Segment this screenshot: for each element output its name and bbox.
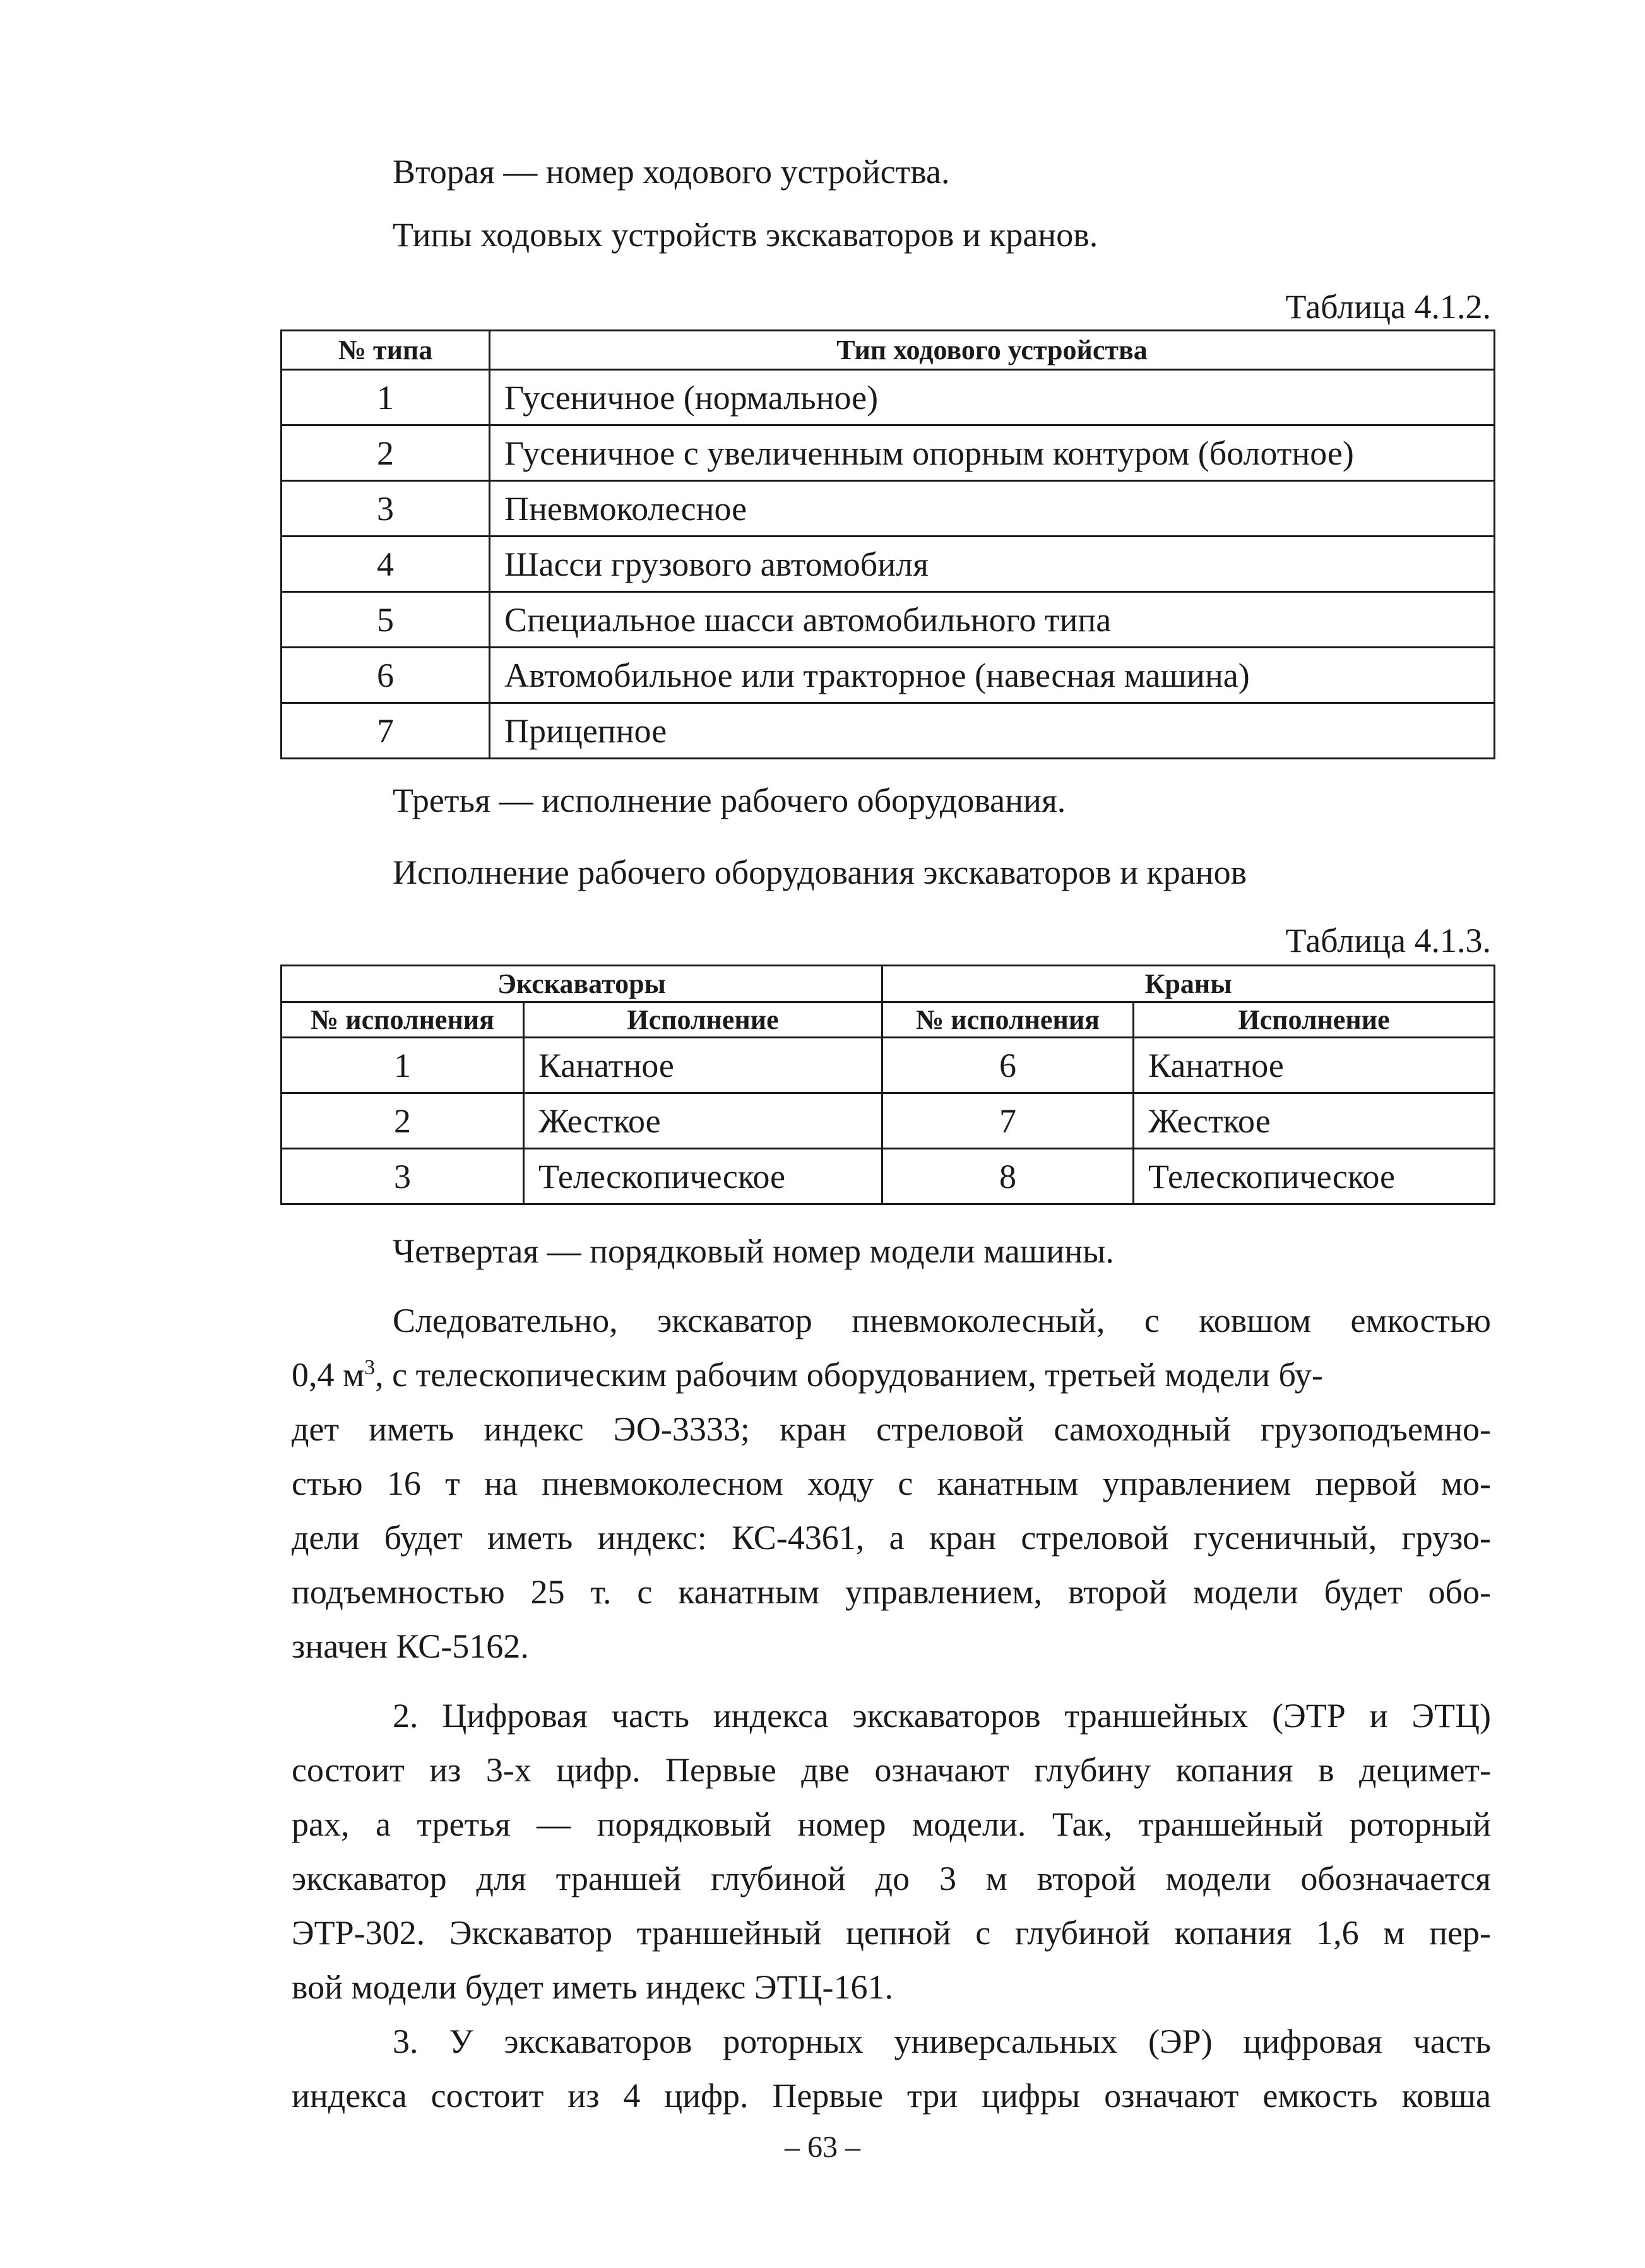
para3-line-2: индекса состоит из 4 цифр. Первые три цифры означают емкость ковша (292, 2077, 1491, 2115)
group-header-excavators: Экскаваторы (282, 966, 882, 1002)
table-row (282, 1038, 1495, 1093)
type-number: 4 (282, 537, 490, 592)
table-row (282, 703, 1495, 759)
para1-line-6: подъемностью 25 т. с канатным управлением, второй модели будет обо- (292, 1573, 1491, 1611)
para1-line-2 (292, 1355, 1323, 1395)
header-excavator-exec: Исполнение (524, 1002, 882, 1038)
table-header-row (282, 1002, 1495, 1038)
excavator-exec-number: 3 (282, 1149, 524, 1204)
para2-line-3: рах, а третья — порядковый номер модели. Так, траншейный роторный (292, 1805, 1491, 1843)
para2-line-5: ЭТР-302. Экскаватор траншейный цепной с глубиной копания 1,6 м пер- (292, 1914, 1491, 1952)
table-equipment-execution (280, 965, 1495, 1205)
header-type-number: № типа (282, 331, 490, 370)
para2-line-6: вой модели будет иметь индекс ЭТЦ-161. (292, 1968, 893, 2006)
line-fourth: Четвертая — порядковый номер модели машины. (393, 1232, 1114, 1270)
header-crane-exec: Исполнение (1134, 1002, 1495, 1038)
para1-line-1: Следовательно, экскаватор пневмоколесный, с ковшом емкостью (393, 1302, 1491, 1339)
line-exec-title: Исполнение рабочего оборудования экскаваторов и кранов (393, 853, 1247, 891)
type-name: Прицепное (490, 703, 1495, 759)
line-types-title: Типы ходовых устройств экскаваторов и кранов. (393, 216, 1098, 254)
group-header-cranes: Краны (882, 966, 1495, 1002)
type-name: Шасси грузового автомобиля (490, 537, 1495, 592)
type-name: Специальное шасси автомобильного типа (490, 592, 1495, 648)
excavator-exec: Жесткое (524, 1093, 882, 1149)
excavator-exec-number: 1 (282, 1038, 524, 1093)
type-name: Пневмоколесное (490, 481, 1495, 537)
crane-exec: Канатное (1134, 1038, 1495, 1093)
excavator-exec-number: 2 (282, 1093, 524, 1149)
header-crane-exec-number: № исполнения (882, 1002, 1134, 1038)
line-second: Вторая — номер ходового устройства. (393, 153, 950, 191)
table-group-header-row (282, 966, 1495, 1002)
excavator-exec: Канатное (524, 1038, 882, 1093)
type-number: 7 (282, 703, 490, 759)
table-row (282, 481, 1495, 537)
type-number: 6 (282, 648, 490, 703)
type-number: 5 (282, 592, 490, 648)
type-number: 3 (282, 481, 490, 537)
table-row (282, 370, 1495, 425)
para1-line-7: значен КС-5162. (292, 1627, 529, 1665)
line-third: Третья — исполнение рабочего оборудования. (393, 781, 1066, 819)
table1-caption: Таблица 4.1.2. (1285, 288, 1491, 326)
crane-exec-number: 8 (882, 1149, 1134, 1204)
table-running-gear-types (280, 330, 1495, 759)
para1-line-4: стью 16 т на пневмоколесном ходу с канатным управлением первой мо- (292, 1464, 1491, 1502)
para1-line-3: дет иметь индекс ЭО-3333; кран стреловой самоходный грузоподъемно- (292, 1410, 1491, 1448)
crane-exec: Телескопическое (1134, 1149, 1495, 1204)
para3-line-1: 3. У экскаваторов роторных универсальных (ЭР) цифровая часть (393, 2022, 1491, 2060)
crane-exec-number: 7 (882, 1093, 1134, 1149)
type-name: Автомобильное или тракторное (навесная машина) (490, 648, 1495, 703)
superscript-exponent: 3 (364, 1356, 376, 1379)
table-row (282, 425, 1495, 481)
para1-line-2-end: , с телескопическим рабочим оборудованием, третьей модели бу- (375, 1356, 1323, 1394)
header-excavator-exec-number: № исполнения (282, 1002, 524, 1038)
table-row (282, 1149, 1495, 1204)
table-header-row (282, 331, 1495, 370)
para2-line-4: экскаватор для траншей глубиной до 3 м второй модели обозначается (292, 1860, 1491, 1897)
para1-line-5: дели будет иметь индекс: КС-4361, а кран стреловой гусеничный, грузо- (292, 1519, 1491, 1557)
table-row (282, 537, 1495, 592)
crane-exec: Жесткое (1134, 1093, 1495, 1149)
table2-caption: Таблица 4.1.3. (1285, 922, 1491, 959)
excavator-exec: Телескопическое (524, 1149, 882, 1204)
type-name: Гусеничное (нормальное) (490, 370, 1495, 425)
page-number: – 63 – (785, 2130, 860, 2164)
crane-exec-number: 6 (882, 1038, 1134, 1093)
para2-line-1: 2. Цифровая часть индекса экскаваторов траншейных (ЭТР и ЭТЦ) (393, 1697, 1491, 1735)
type-number: 2 (282, 425, 490, 481)
table-row (282, 648, 1495, 703)
para1-line-2-start: 0,4 м (292, 1356, 365, 1394)
table-row (282, 1093, 1495, 1149)
para2-line-2: состоит из 3-х цифр. Первые две означают глубину копания в децимет- (292, 1751, 1491, 1789)
header-type-name: Тип ходового устройства (490, 331, 1495, 370)
table-row (282, 592, 1495, 648)
type-name: Гусеничное с увеличенным опорным контуром (болотное) (490, 425, 1495, 481)
type-number: 1 (282, 370, 490, 425)
